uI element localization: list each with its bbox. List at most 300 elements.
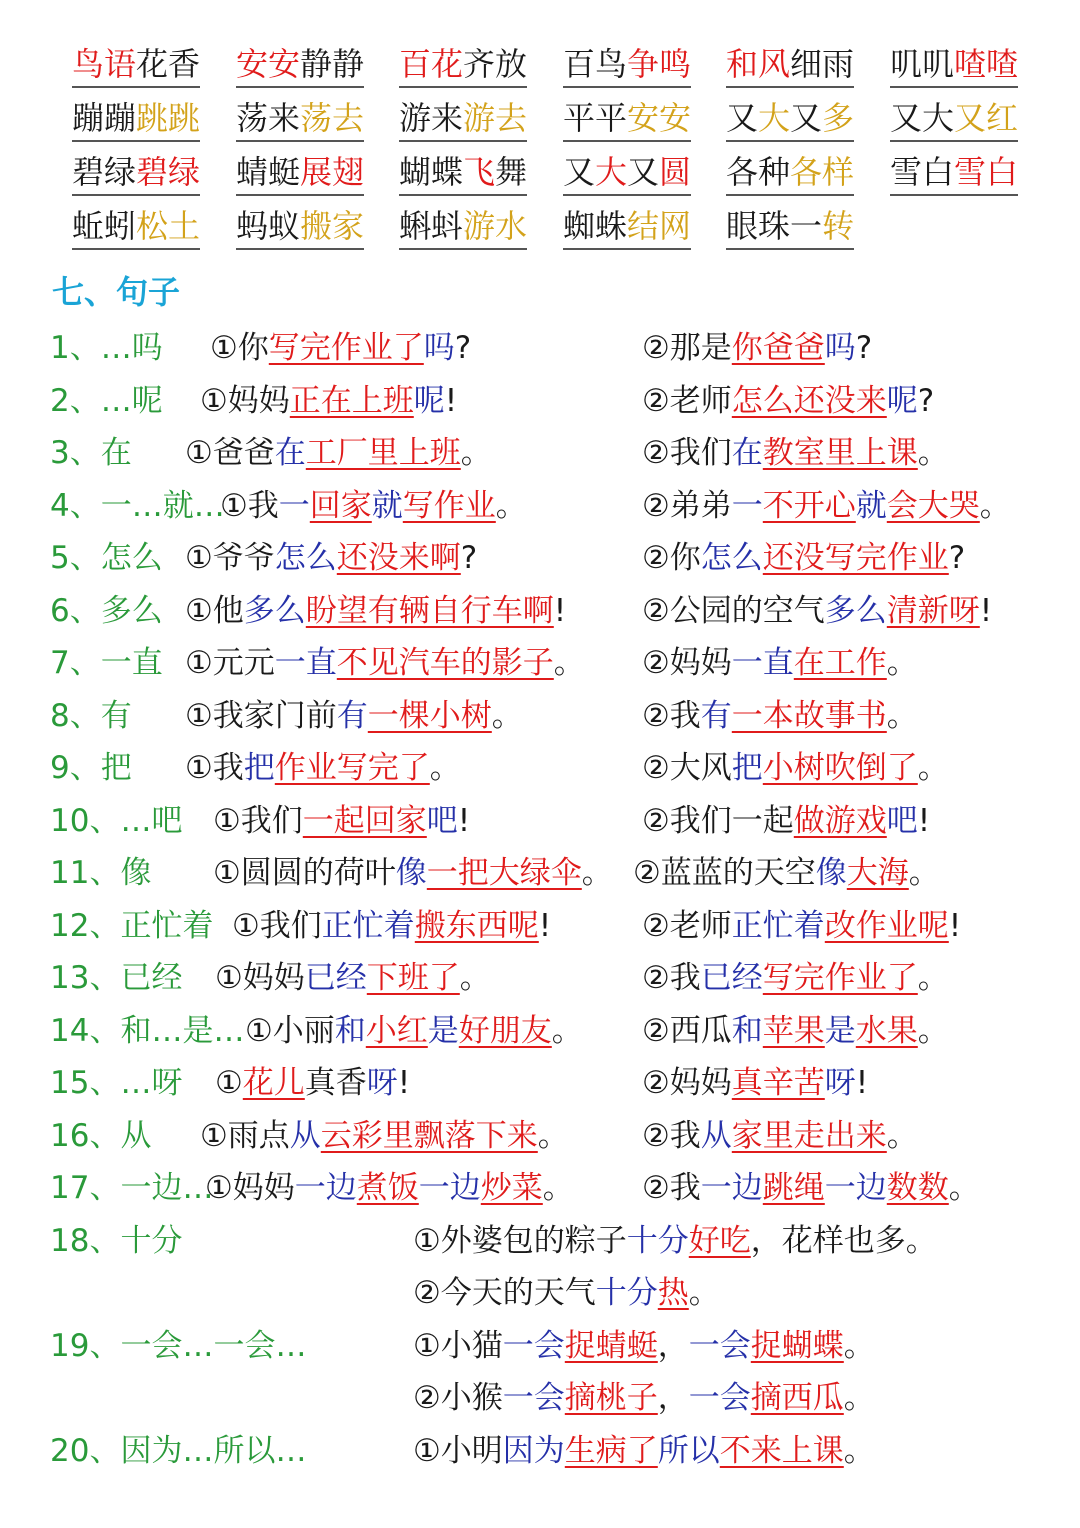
text-segment: ! [917,802,931,839]
example-sentence-2 [642,379,934,423]
text-segment: ②你 [642,540,701,576]
text-segment: 各样 [790,153,855,191]
text-segment: ，花样也多。 [750,1222,937,1259]
text-segment: 蚂蚁 [236,207,301,245]
text-segment: 呢 [413,382,445,419]
text-segment: ①爷爷 [185,540,275,576]
text-segment: ①我家门前 [185,697,337,734]
text-segment: 。 [917,750,949,786]
text-segment: 齐放 [463,45,528,83]
sentence-label: 9、把 [50,750,132,786]
text-segment: 一 [278,487,310,524]
text-segment: 有 [336,697,368,734]
text-segment: 你爸爸 [731,330,825,366]
phrase-item [726,204,854,250]
text-segment: ②大风 [642,750,732,786]
text-segment: 是 [427,1012,459,1049]
text-segment: 跳跳 [136,99,201,137]
text-segment: ? [948,540,966,576]
phrase-item [72,42,200,88]
phrase-item [399,42,527,88]
text-segment: 一本故事书 [731,697,887,734]
text-segment: ， [657,1380,689,1416]
text-segment: 一棵小树 [367,697,492,734]
example-sentence-2 [642,589,992,633]
text-segment: 。 [581,855,613,891]
text-segment: 呀 [366,1065,398,1101]
example-sentence-1 [185,641,585,685]
text-segment: 下班了 [366,960,460,996]
text-segment: ①妈妈 [205,1170,295,1206]
example-sentence-2 [642,1009,949,1053]
text-segment: 又大 [890,99,955,137]
text-segment: 。 [495,487,527,524]
text-segment: 蜻蜓 [236,153,301,191]
text-segment: 多 [822,99,855,137]
sentence-label: 4、一…就… [50,487,225,524]
text-segment: 叽叽 [890,45,955,83]
text-segment: 怎么 [274,540,337,576]
text-segment: 游水 [463,207,528,245]
text-segment: ②那是 [642,330,732,366]
text-segment: 做游戏 [793,802,887,839]
example-sentence-2 [642,1061,868,1105]
phrase-item [72,150,200,196]
text-segment: 。 [979,487,1011,524]
phrase-item [726,96,854,142]
text-segment: 游去 [463,99,528,137]
text-segment: 摘桃子 [564,1380,658,1416]
example-sentence-1 [205,1166,574,1210]
text-segment: 怎么还没来 [731,382,887,419]
text-segment: 把 [243,750,275,786]
text-segment: 家里走出来 [731,1117,887,1154]
example-sentence-2 [642,1166,980,1210]
text-segment: 一直 [731,645,794,681]
text-segment: 十分 [595,1275,658,1311]
text-segment: 。 [537,1117,569,1154]
phrase-item [890,150,1018,196]
example-sentence-2 [642,484,1011,528]
phrase-item [72,96,200,142]
text-segment: ①小明 [413,1432,503,1469]
text-segment: 鸟语 [72,45,137,83]
text-segment: 正在上班 [289,382,414,419]
text-segment: 又 [627,153,660,191]
example-sentence-2 [642,799,930,843]
text-segment: 有 [700,697,732,734]
text-segment: ①妈妈 [200,382,290,419]
phrase-item [563,204,691,250]
section-heading: 七、句子 [52,273,181,311]
text-segment: ②我 [642,697,701,734]
text-segment: 又 [726,99,759,137]
text-segment: 一会 [502,1380,565,1416]
text-segment: ①元元 [185,645,275,681]
text-segment: ! [855,1065,869,1101]
text-segment: 像 [815,855,847,891]
text-segment: 教室里上课 [762,435,918,471]
text-segment: 一边 [700,1170,763,1206]
sentence-label: 2、…呢 [50,382,163,419]
example-sentence-1 [215,1061,410,1105]
text-segment: 飞 [463,153,496,191]
text-segment: 又红 [954,99,1019,137]
text-segment: 雪白 [890,153,955,191]
text-segment: 回家 [309,487,372,524]
text-segment: ①小丽 [245,1012,335,1049]
text-segment: 大海 [846,855,909,891]
example-sentence-2 [642,536,965,580]
text-segment: ①小猫 [413,1327,503,1364]
text-segment: ? [855,330,873,366]
text-segment: 蝴蝶 [399,153,464,191]
text-segment: 一起回家 [302,802,427,839]
example-sentence-2 [642,641,918,685]
text-segment: ! [538,907,552,944]
example-sentence-1 [200,1114,569,1158]
text-segment: 。 [551,1012,583,1049]
text-segment: ? [460,540,478,576]
text-segment: 眼珠一 [726,207,823,245]
example-sentence-1 [213,851,613,895]
text-segment: 一会 [688,1380,751,1416]
text-segment: 。 [917,1012,949,1049]
text-segment: 圆 [659,153,692,191]
text-segment: 捉蜻蜓 [564,1327,658,1364]
text-segment: 蹦蹦 [72,99,137,137]
phrase-item [236,42,364,88]
text-segment: ②我 [642,1117,701,1154]
text-segment: 喳喳 [954,45,1019,83]
text-segment: 静静 [300,45,365,83]
text-segment: 。 [843,1380,875,1416]
sentence-label: 1、…吗 [50,330,163,366]
text-segment: 呀 [824,1065,856,1101]
text-segment: 百花 [399,45,464,83]
text-segment: 花儿 [242,1065,305,1101]
text-segment: ①我们 [213,802,303,839]
text-segment: ①我 [220,487,279,524]
text-segment: ②妈妈 [642,645,732,681]
text-segment: 清新呀 [886,592,980,629]
text-segment: 还没写完作业 [762,540,949,576]
text-segment: 捉蝴蝶 [750,1327,844,1364]
example-sentence-2 [642,746,949,790]
text-segment: ②老师 [642,382,732,419]
text-segment: 和 [731,1012,763,1049]
text-segment: 雪白 [954,153,1019,191]
example-sentence-1 [200,379,457,423]
text-segment: ②蓝蓝的天空 [633,855,816,891]
text-segment: 碧绿 [72,153,137,191]
text-segment: ②妈妈 [642,1065,732,1101]
example-sentence-1 [210,326,471,370]
text-segment: 还没来啊 [336,540,461,576]
example-sentence-1 [213,799,470,843]
text-segment: 一把大绿伞 [426,855,582,891]
text-segment: 平平 [563,99,628,137]
text-segment: 正忙着 [321,907,415,944]
sentence-label: 12、正忙着 [50,907,214,944]
text-segment: ②今天的天气 [413,1275,596,1311]
text-segment: 各种 [726,153,791,191]
text-segment: 改作业呢 [824,907,949,944]
example-sentence-1 [185,431,492,475]
text-segment: 摘西瓜 [750,1380,844,1416]
text-segment: 。 [886,697,918,734]
sentence-label: 8、有 [50,697,132,734]
example-sentence-1 [413,1324,875,1368]
text-segment: ②我 [642,1170,701,1206]
text-segment: 。 [948,1170,980,1206]
text-segment: 。 [843,1432,875,1469]
text-segment: 就 [855,487,887,524]
example-sentence-2 [642,694,918,738]
text-segment: ①外婆包的粽子 [413,1222,627,1259]
text-segment: 热 [657,1275,689,1311]
example-sentence-1 [413,1219,937,1263]
text-segment: 。 [688,1275,720,1311]
text-segment: ②我 [642,960,701,996]
text-segment: 从 [700,1117,732,1154]
text-segment: 炒菜 [480,1170,543,1206]
text-segment: 蚯蚓 [72,207,137,245]
text-segment: 一边 [418,1170,481,1206]
text-segment: 不开心 [762,487,856,524]
text-segment: ! [444,382,458,419]
text-segment: 跳绳 [762,1170,825,1206]
text-segment: ? [454,330,472,366]
text-segment: ②公园的空气 [642,592,825,629]
text-segment: 大 [595,153,628,191]
text-segment: 。 [460,435,492,471]
text-segment: 又 [563,153,596,191]
text-segment: 舞 [495,153,528,191]
text-segment: 百鸟 [563,45,628,83]
text-segment: 和风 [726,45,791,83]
text-segment: 作业写完了 [274,750,430,786]
text-segment: 十分 [626,1222,689,1259]
text-segment: 。 [917,960,949,996]
text-segment: 。 [542,1170,574,1206]
text-segment: 荡去 [300,99,365,137]
text-segment: 搬家 [300,207,365,245]
text-segment: 数数 [886,1170,949,1206]
sentence-label: 3、在 [50,435,132,471]
text-segment: 细雨 [790,45,855,83]
text-segment: 真辛苦 [731,1065,825,1101]
example-sentence-2 [633,851,940,895]
text-segment: 小树吹倒了 [762,750,918,786]
text-segment: 好朋友 [458,1012,552,1049]
text-segment: 盼望有辆自行车啊 [305,592,554,629]
text-segment: ， [657,1327,689,1364]
text-segment: 真香 [304,1065,367,1101]
text-segment: 一会 [688,1327,751,1364]
text-segment: ②老师 [642,907,732,944]
sentence-label: 20、因为…所以… [50,1432,307,1469]
example-sentence-1 [245,1009,583,1053]
text-segment: 吗 [423,330,455,366]
text-segment: 因为 [502,1432,565,1469]
text-segment: ! [553,592,567,629]
text-segment: 吧 [886,802,918,839]
text-segment: 结网 [627,207,692,245]
text-segment: 已经 [304,960,367,996]
text-segment: 从 [289,1117,321,1154]
text-segment: ①爸爸 [185,435,275,471]
text-segment: ! [397,1065,411,1101]
text-segment: 工厂里上班 [305,435,461,471]
text-segment: 不来上课 [719,1432,844,1469]
text-segment: ①我们 [232,907,322,944]
sentence-label: 5、怎么 [50,540,163,576]
text-segment: 写完作业了 [268,330,424,366]
text-segment: 煮饭 [356,1170,419,1206]
example-sentence-2 [642,1114,918,1158]
sentence-label: 18、十分 [50,1222,183,1259]
sentence-label: 7、一直 [50,645,163,681]
sentence-label: 11、像 [50,855,152,891]
text-segment: 安安 [236,45,301,83]
text-segment: 。 [886,1117,918,1154]
text-segment: 把 [731,750,763,786]
text-segment: 又 [790,99,823,137]
example-sentence-1 [413,1429,875,1473]
text-segment: 小红 [365,1012,428,1049]
example-sentence-1 [220,484,527,528]
text-segment: 已经 [700,960,763,996]
text-segment: 大 [758,99,791,137]
text-segment: 正忙着 [731,907,825,944]
text-segment: 游来 [399,99,464,137]
text-segment: ②小猴 [413,1380,503,1416]
phrase-item [563,150,691,196]
text-segment: 碧绿 [136,153,201,191]
text-segment: 。 [886,645,918,681]
text-segment: 一直 [274,645,337,681]
text-segment: 转 [822,207,855,245]
text-segment: 。 [843,1327,875,1364]
sentence-label: 13、已经 [50,960,183,996]
text-segment: 在 [274,435,306,471]
text-segment: 花香 [136,45,201,83]
phrase-item [399,150,527,196]
text-segment: 一会 [502,1327,565,1364]
phrase-item [399,204,527,250]
text-segment: 是 [824,1012,856,1049]
phrase-item [890,96,1018,142]
sentence-label: 16、从 [50,1117,152,1154]
phrase-item [399,96,527,142]
text-segment: 一边 [294,1170,357,1206]
example-sentence-2 [642,326,872,370]
text-segment: ①雨点 [200,1117,290,1154]
phrase-item [563,42,691,88]
phrase-item [726,150,854,196]
text-segment: 。 [491,697,523,734]
text-segment: 在 [731,435,763,471]
text-segment: ②西瓜 [642,1012,732,1049]
text-segment: ? [917,382,935,419]
text-segment: 写作业 [402,487,496,524]
text-segment: ① [215,1065,243,1101]
text-segment: 云彩里飘落下来 [320,1117,538,1154]
example-sentence-1 [185,746,461,790]
text-segment: 呢 [886,382,918,419]
text-segment: 就 [371,487,403,524]
text-segment: ①他 [185,592,244,629]
text-segment: ①圆圆的荷叶 [213,855,396,891]
text-segment: 一 [731,487,763,524]
sentence-label: 6、多么 [50,592,163,629]
text-segment: 松土 [136,207,201,245]
text-segment: 多么 [824,592,887,629]
text-segment: 像 [395,855,427,891]
text-segment: ②我们 [642,435,732,471]
text-segment: 搬东西呢 [414,907,539,944]
text-segment: ②弟弟 [642,487,732,524]
text-segment: 争鸣 [627,45,692,83]
text-segment: 在工作 [793,645,887,681]
text-segment: 。 [553,645,585,681]
text-segment: 展翅 [300,153,365,191]
text-segment: ! [979,592,993,629]
phrase-item [236,150,364,196]
text-segment: 蝌蚪 [399,207,464,245]
text-segment: 不见汽车的影子 [336,645,554,681]
example-sentence-2 [642,956,949,1000]
text-segment: 会大哭 [886,487,980,524]
sentence-label: 14、和…是… [50,1012,245,1049]
sentence-label: 19、一会…一会… [50,1327,307,1364]
example-sentence-1 [185,694,523,738]
example-sentence-2 [642,431,949,475]
example-sentence-2 [642,904,961,948]
text-segment: 好吃 [688,1222,751,1259]
phrase-item [236,96,364,142]
text-segment: 写完作业了 [762,960,918,996]
phrase-item [890,42,1018,88]
text-segment: 一边 [824,1170,887,1206]
text-segment: 安安 [627,99,692,137]
text-segment: ①妈妈 [215,960,305,996]
text-segment: 。 [908,855,940,891]
text-segment: 怎么 [700,540,763,576]
sentence-label: 17、一边… [50,1170,214,1206]
phrase-item [563,96,691,142]
text-segment: 吗 [824,330,856,366]
example-sentence-2 [413,1271,720,1315]
phrase-item [236,204,364,250]
text-segment: ②我们一起 [642,802,794,839]
text-segment: 所以 [657,1432,720,1469]
example-sentence-2 [413,1376,875,1420]
example-sentence-1 [232,904,551,948]
text-segment: 和 [334,1012,366,1049]
phrase-item [72,204,200,250]
text-segment: 。 [429,750,461,786]
text-segment: 吧 [426,802,458,839]
phrase-item [726,42,854,88]
sentence-label: 15、…呀 [50,1065,183,1101]
example-sentence-1 [185,589,566,633]
example-sentence-1 [185,536,477,580]
text-segment: ! [948,907,962,944]
text-segment: 多么 [243,592,306,629]
text-segment: 。 [917,435,949,471]
